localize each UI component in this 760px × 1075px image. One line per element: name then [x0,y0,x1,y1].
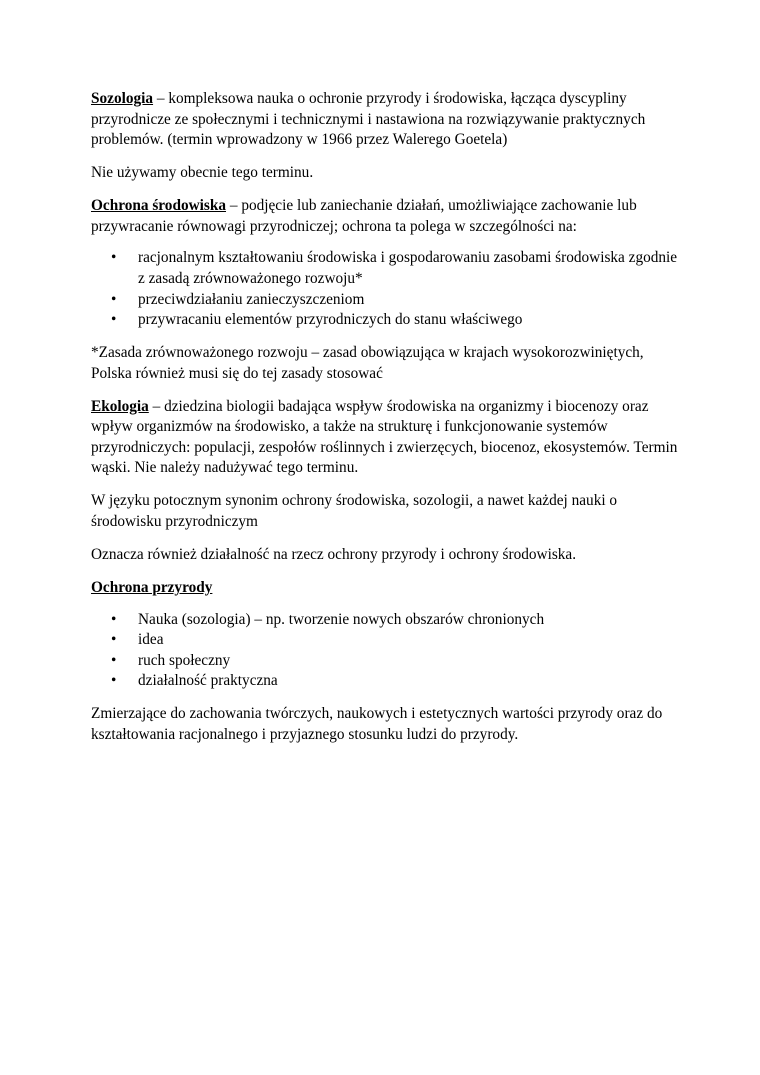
ochrona-przyrody-description: Zmierzające do zachowania twórczych, naukowych i estetycznych wartości przyrody oraz do kształtowania racjonalnego i przyjaznego stosunku ludzi do przyrody. [91,705,663,743]
ochrona-przyrody-list [91,610,681,692]
ochrona-srodowiska-term: Ochrona środowiska [91,197,227,215]
sozologia-term: Sozologia [91,90,154,107]
ochrona-srodowiska-paragraph [91,196,681,237]
ochrona-przyrody-heading: Ochrona przyrody [91,579,213,597]
term-usage-note: Nie używamy obecnie tego terminu. [91,164,314,182]
sozologia-paragraph [91,89,681,151]
list-item: • przeciwdziałaniu zanieczyszczeniom [91,290,681,311]
ochrona-srodowiska-definition: – podjęcie lub zaniechanie działań, umożliwiające zachowanie lub przywracanie równowagi przyrodniczej; ochrona ta polega w szczególności na: [91,197,637,235]
sustainability-footnote: *Zasada zrównoważonego rozwoju – zasad obowiązująca w krajach wysokorozwiniętych, Polska również musi się do tej zasady stosować [91,344,644,382]
ekologia-activity-paragraph: Oznacza również działalność na rzecz ochrony przyrody i ochrony środowiska. [91,546,577,564]
document-page [91,89,681,758]
list-item: • Nauka (sozologia) – np. tworzenie nowych obszarów chronionych [91,610,681,631]
ochrona-przyrody-heading-paragraph [91,578,681,599]
list-item: • ruch społeczny [91,651,681,672]
list-item: • przywracaniu elementów przyrodniczych do stanu właściwego [91,310,681,331]
sozologia-definition: – kompleksowa nauka o ochronie przyrody i środowiska, łącząca dyscypliny przyrodnicze ze społecznymi i technicznymi i nastawiona na rozwiązywanie praktycznych problemów. (termin wprowadzony w 1966 przez Walerego Goetela) [91,90,646,149]
ekologia-term: Ekologia [91,397,149,415]
ekologia-paragraph [91,397,681,479]
list-item: • działalność praktyczna [91,671,681,692]
ochrona-srodowiska-list [91,248,681,330]
ekologia-definition: – dziedzina biologii badająca wspływ środowiska na organizmy i biocenozy oraz wpływ organizmów na środowisko, a także na strukturę i funkcjonowanie systemów przyrodniczych: populacji, zespołów roślinnych i zwierzęcych, biocenoz, ekosystemów. Termin wąski. Nie należy nadużywać tego terminu. [91,397,678,477]
ekologia-synonym-paragraph: W języku potocznym synonim ochrony środowiska, sozologii, a nawet każdej nauki o środowisku przyrodniczym [91,492,618,531]
list-item: • idea [91,630,681,651]
list-item: • racjonalnym kształtowaniu środowiska i gospodarowaniu zasobami środowiska zgodnie z zasadą zrównoważonego rozwoju* [91,248,681,289]
